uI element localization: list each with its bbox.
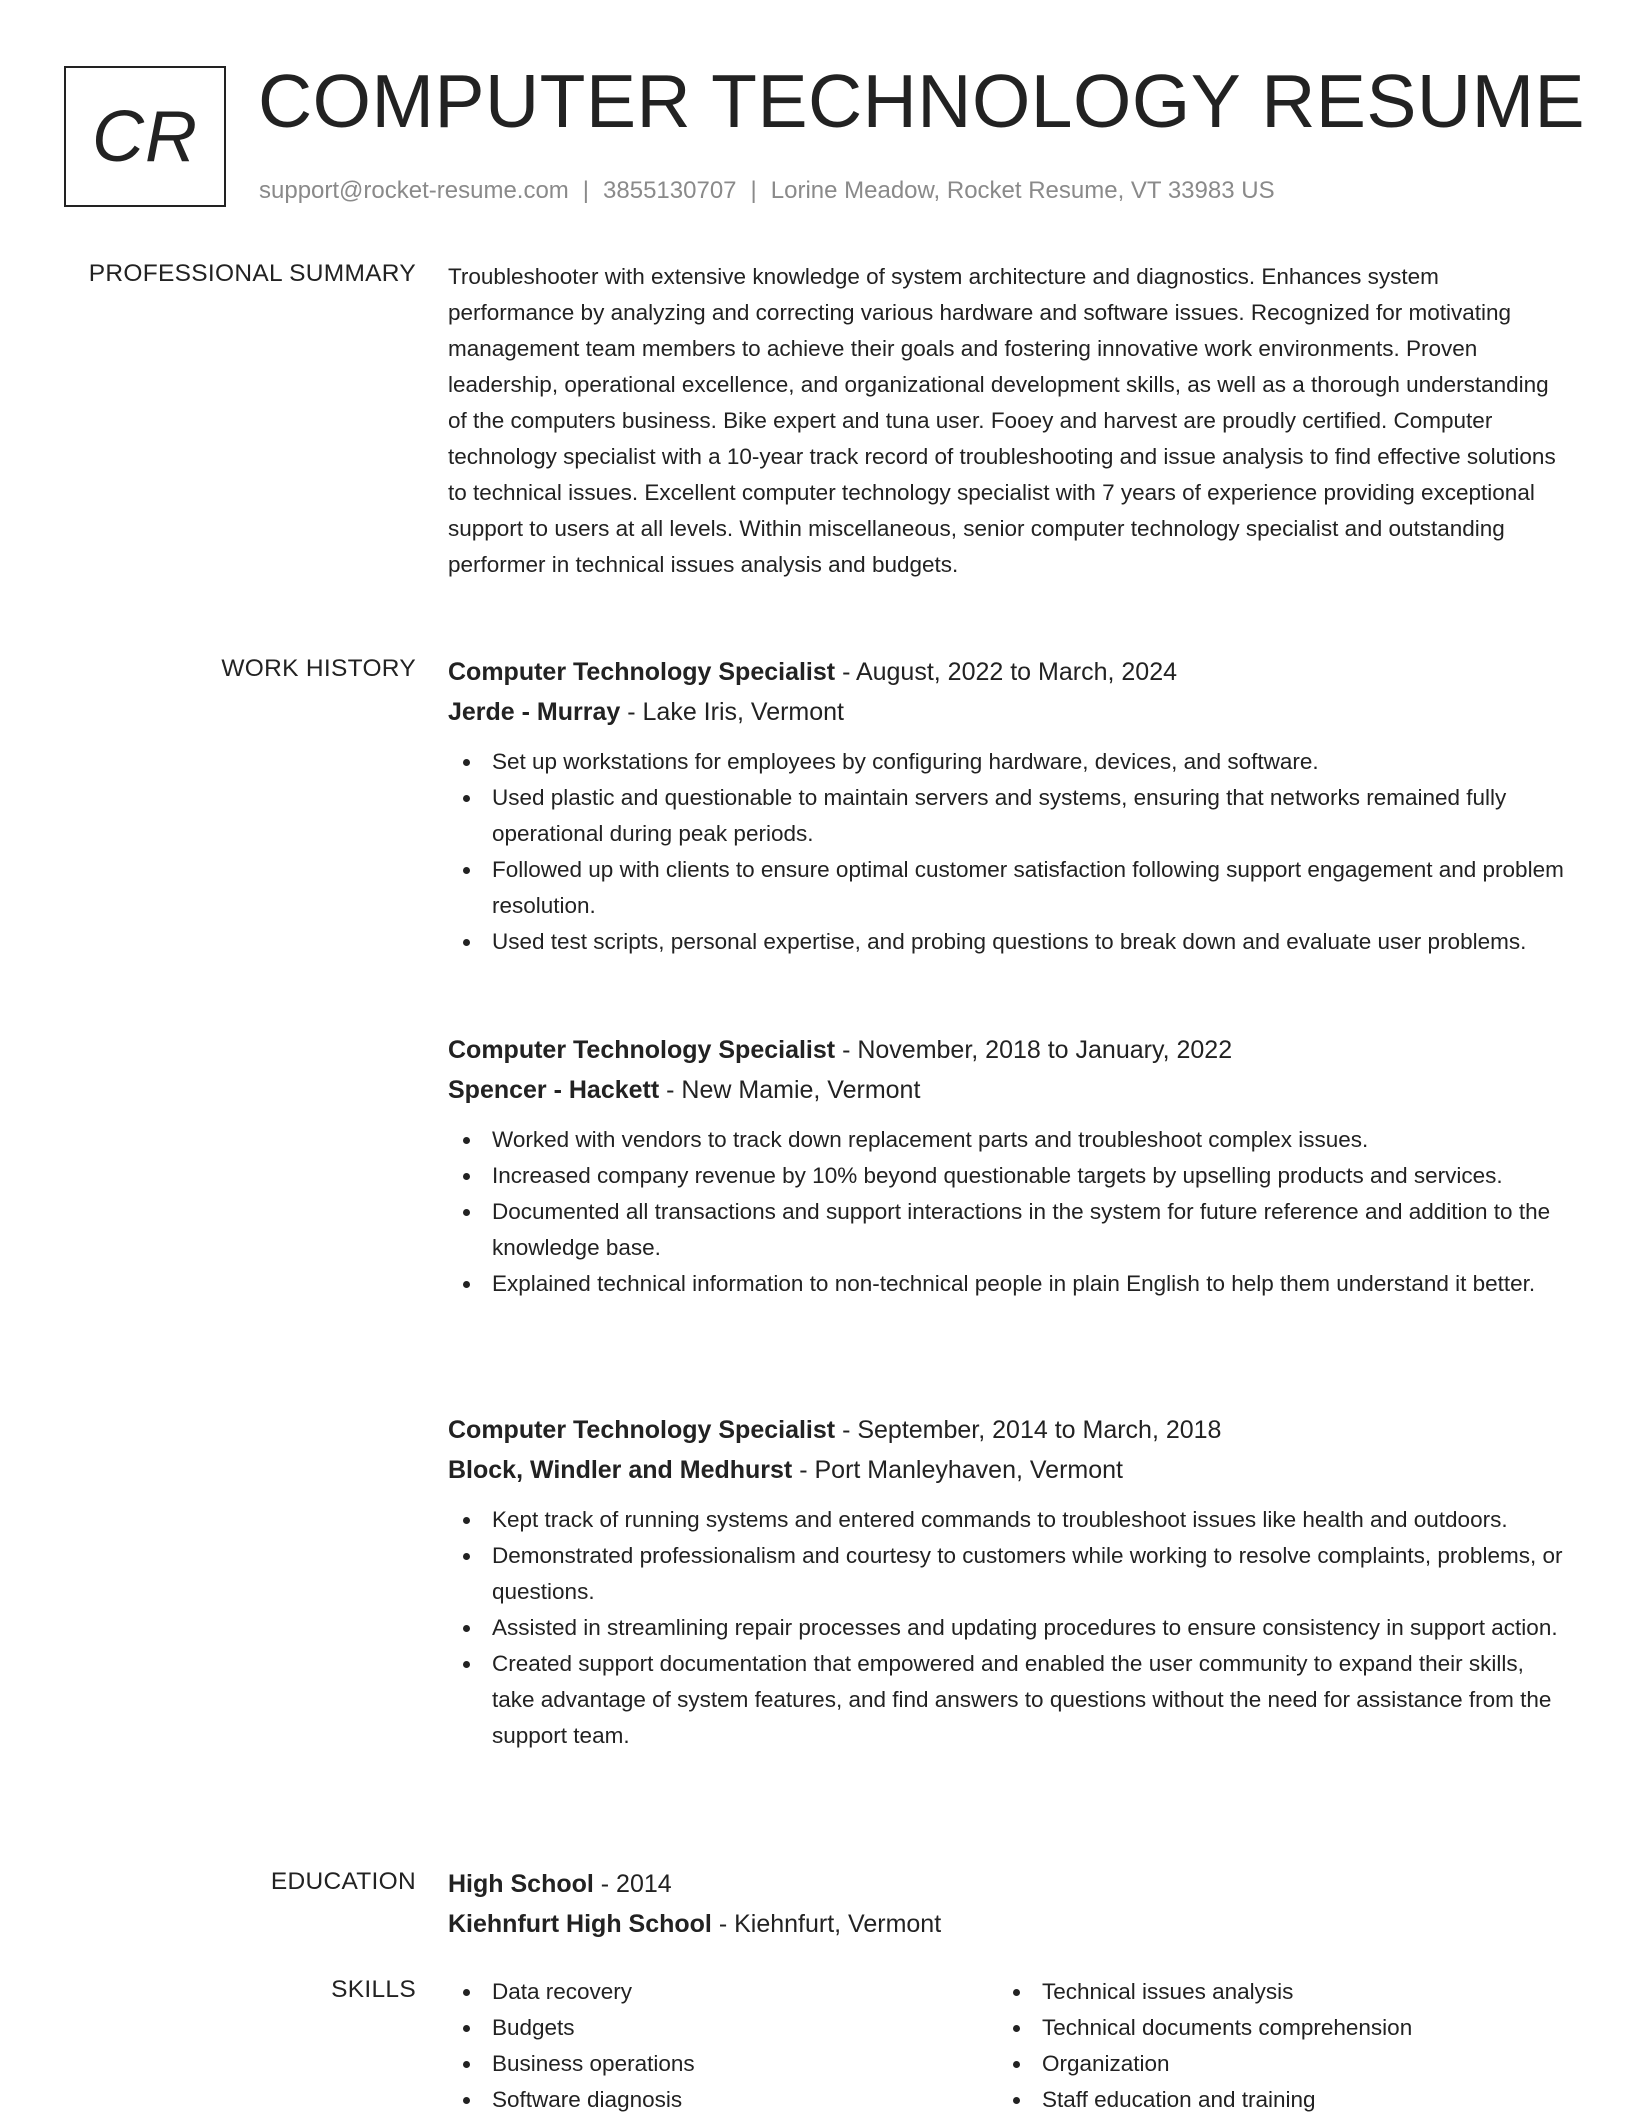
job-bullets (448, 1502, 1568, 1754)
job-entry (448, 652, 1568, 960)
job-company: Spencer - Hackett (448, 1076, 660, 1104)
education-school-line (448, 1904, 1568, 1944)
section-label-work-history: WORK HISTORY (221, 655, 416, 682)
job-bullet: Set up workstations for employees by configuring hardware, devices, and software. (448, 744, 1568, 780)
monogram-box (64, 66, 226, 207)
education-year: - 2014 (600, 1870, 672, 1898)
job-location: - Port Manleyhaven, Vermont (799, 1456, 1123, 1484)
education-location: - Kiehnfurt, Vermont (718, 1910, 942, 1938)
education-degree: High School (448, 1870, 594, 1898)
contact-separator: | (750, 177, 757, 204)
job-bullet: Kept track of running systems and entered commands to troubleshoot issues like health and outdoors. (448, 1502, 1568, 1538)
job-title: Computer Technology Specialist (448, 1036, 836, 1064)
job-title-line (448, 1030, 1568, 1070)
summary-text: Troubleshooter with extensive knowledge of system architecture and diagnostics. Enhances system performance by analyzing and correcting various hardware and software issues. Recognized for motivating management team members to achieve their goals and fostering innovative work environments. Proven leadership, operational excellence, and organizational development skills, as well as a thorough understanding of the computers business. Bike expert and tuna user. Fooey and harvest are proudly certified. Computer technology specialist with a 10-year track record of troubleshooting and issue analysis to find effective solutions to technical issues. Excellent computer technology specialist with 7 years of experience providing exceptional support to users at all levels. Within miscellaneous, senior computer technology specialist and outstanding performer in technical issues analysis and budgets. (448, 264, 1556, 577)
contact-line (259, 175, 1275, 207)
job-bullet: Explained technical information to non-technical people in plain English to help them understand it better. (448, 1266, 1568, 1302)
job-location: - New Mamie, Vermont (666, 1076, 921, 1104)
skill-item: Technical documents comprehension (998, 2010, 1548, 2046)
education-school: Kiehnfurt High School (448, 1910, 712, 1938)
job-company-line (448, 1450, 1568, 1490)
job-bullet: Assisted in streamlining repair processes and updating procedures to ensure consistency in support action. (448, 1610, 1568, 1646)
job-company: Block, Windler and Medhurst (448, 1456, 793, 1484)
resume-title: COMPUTER TECHNOLOGY RESUME (258, 59, 1586, 143)
summary-section (448, 259, 1568, 583)
section-label-education: EDUCATION (270, 1868, 416, 1895)
job-title: Computer Technology Specialist (448, 1416, 836, 1444)
job-bullet: Used test scripts, personal expertise, and probing questions to break down and evaluate user problems. (448, 924, 1568, 960)
skill-item: Business operations (448, 2046, 998, 2082)
job-title-line (448, 652, 1568, 692)
job-bullet: Documented all transactions and support interactions in the system for future reference and addition to the knowledge base. (448, 1194, 1568, 1266)
contact-phone: 3855130707 (603, 177, 737, 204)
skill-item: Organization (998, 2046, 1548, 2082)
section-label-summary: PROFESSIONAL SUMMARY (88, 260, 416, 287)
job-company-line (448, 1070, 1568, 1110)
job-bullet: Followed up with clients to ensure optimal customer satisfaction following support engagement and problem resolution. (448, 852, 1568, 924)
skills-column-left (448, 1974, 998, 2118)
job-bullet: Used plastic and questionable to maintain servers and systems, ensuring that networks remained fully operational during peak periods. (448, 780, 1568, 852)
skill-item: Budgets (448, 2010, 998, 2046)
job-title: Computer Technology Specialist (448, 658, 836, 686)
job-dates: - November, 2018 to January, 2022 (842, 1036, 1233, 1064)
job-title-line (448, 1410, 1568, 1450)
job-dates: - August, 2022 to March, 2024 (842, 658, 1177, 686)
contact-address: Lorine Meadow, Rocket Resume, VT 33983 US (770, 177, 1275, 204)
job-entry (448, 1030, 1568, 1302)
job-company: Jerde - Murray (448, 698, 621, 726)
skill-item: Data recovery (448, 1974, 998, 2010)
skill-item: Technical issues analysis (998, 1974, 1548, 2010)
job-bullet: Created support documentation that empowered and enabled the user community to expand their skills, take advantage of system features, and find answers to questions without the need for assistance from the support team. (448, 1646, 1568, 1754)
job-bullet: Increased company revenue by 10% beyond questionable targets by upselling products and services. (448, 1158, 1568, 1194)
job-bullets (448, 744, 1568, 960)
contact-separator: | (582, 177, 590, 204)
job-entry (448, 1410, 1568, 1754)
skill-item: Staff education and training (998, 2082, 1548, 2118)
job-company-line (448, 692, 1568, 732)
job-bullet: Worked with vendors to track down replacement parts and troubleshoot complex issues. (448, 1122, 1568, 1158)
job-dates: - September, 2014 to March, 2018 (842, 1416, 1222, 1444)
education-entry (448, 1864, 1568, 1944)
job-bullets (448, 1122, 1568, 1302)
job-location: - Lake Iris, Vermont (627, 698, 844, 726)
section-label-skills: SKILLS (331, 1976, 416, 2003)
job-bullet: Demonstrated professionalism and courtesy to customers while working to resolve complaints, problems, or questions. (448, 1538, 1568, 1610)
education-degree-line (448, 1864, 1568, 1904)
skill-item: Software diagnosis (448, 2082, 998, 2118)
skills-column-right (998, 1974, 1548, 2118)
skills-list (448, 1974, 1568, 2118)
monogram-initials: CR (92, 96, 198, 177)
contact-email: support@rocket-resume.com (259, 177, 569, 204)
